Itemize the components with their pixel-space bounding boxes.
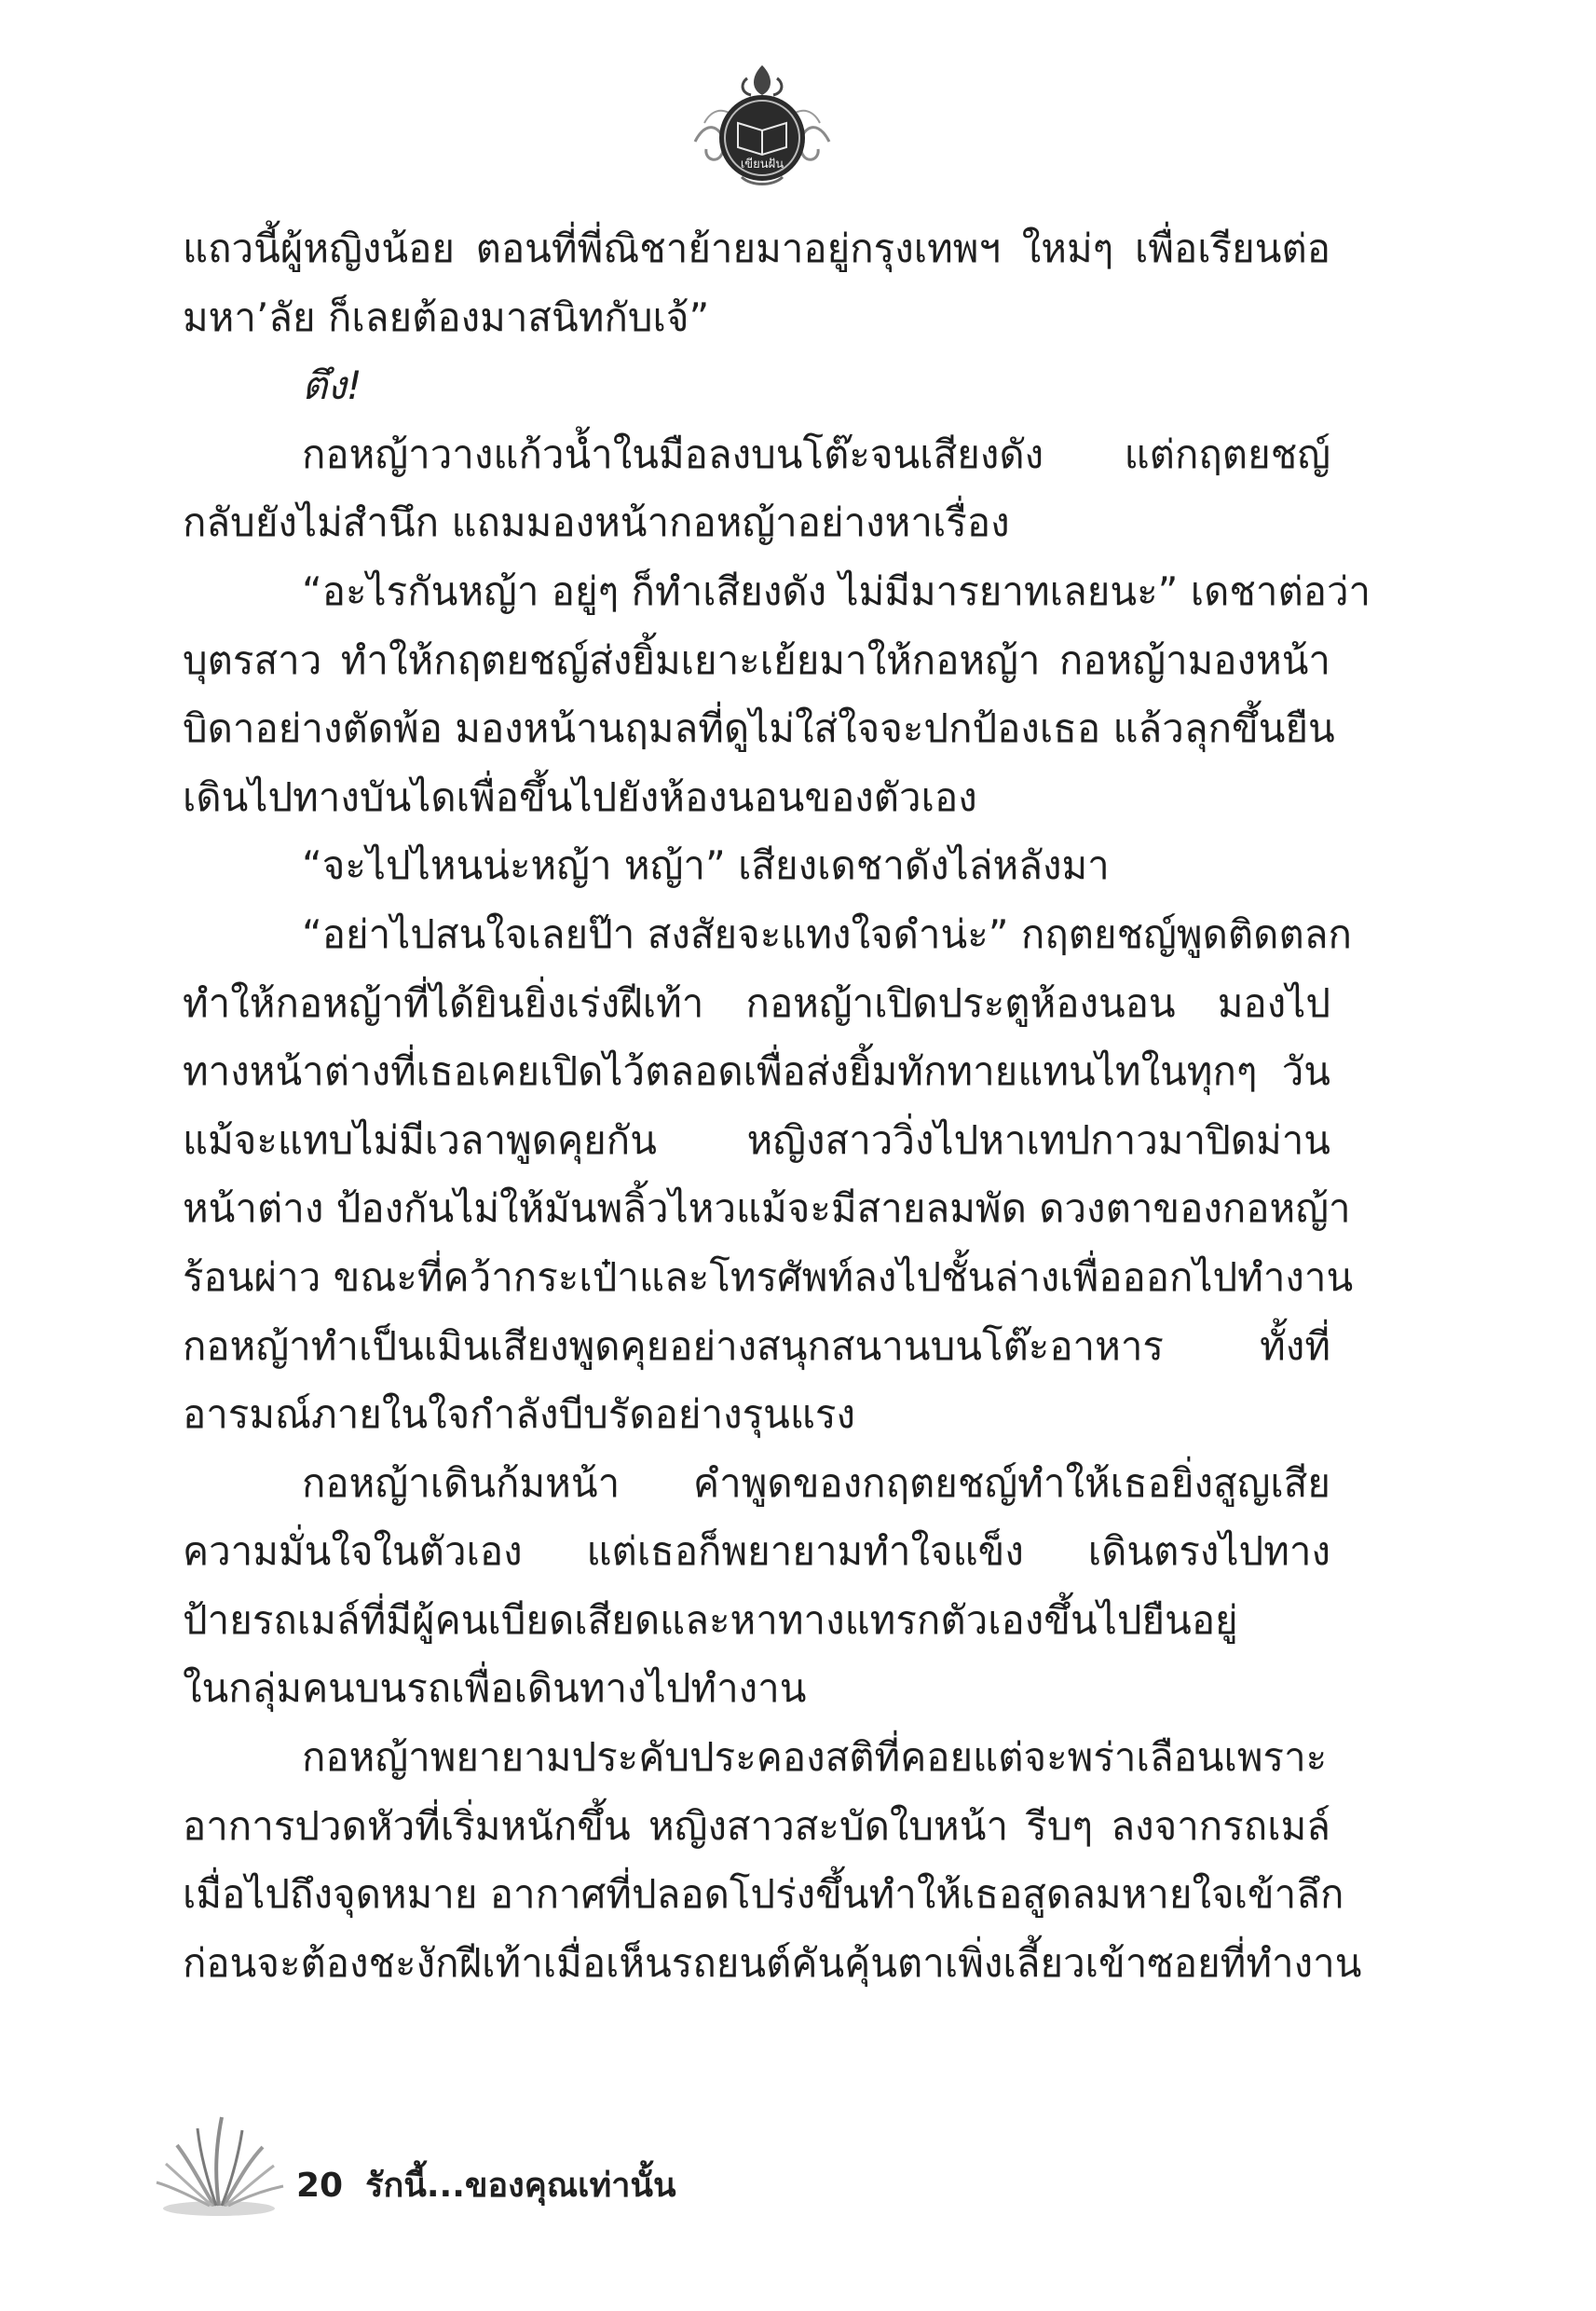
- text-line: แม้จะแทบไม่มีเวลาพูดคุยกัน หญิงสาววิ่งไปหาเทปกาวมาปิดม่าน: [183, 1116, 1330, 1163]
- text-line: ร้อนผ่าว ขณะที่คว้ากระเป๋าและโทรศัพท์ลงไปชั้นล่างเพื่อออกไปทำงาน: [183, 1253, 1354, 1300]
- text-line: กอหญ้าทำเป็นเมินเสียงพูดคุยอย่างสนุกสนานบนโต๊ะอาหาร ทั้งที่: [183, 1322, 1330, 1369]
- text-line: บุตรสาว ทำให้กฤตยชญ์ส่งยิ้มเยาะเย้ยมาให้กอหญ้า กอหญ้ามองหน้า: [183, 636, 1330, 683]
- text-line: หน้าต่าง ป้องกันไม่ให้มันพลิ้วไหวแม้จะมีสายลมพัด ดวงตาของกอหญ้า: [183, 1185, 1351, 1232]
- text-line: อาการปวดหัวที่เริ่มหนักขึ้น หญิงสาวสะบัดใบหน้า รีบๆ ลงจากรถเมล์: [183, 1802, 1330, 1849]
- text-line: แถวนี้ผู้หญิงน้อย ตอนที่พี่ณิชาย้ายมาอยู่กรุงเทพฯ ใหม่ๆ เพื่อเรียนต่อ: [183, 226, 1330, 271]
- grass-tuft-icon: [149, 2108, 289, 2220]
- body-text: [183, 214, 1371, 1997]
- text-line: เมื่อไปถึงจุดหมาย อากาศที่ปลอดโปร่งขึ้นทำให้เธอสูดลมหายใจเข้าลึก: [183, 1871, 1344, 1918]
- text-line: เดินไปทางบันไดเพื่อขึ้นไปยังห้องนอนของตัวเอง: [183, 773, 977, 820]
- book-title: รักนี้...ของคุณเท่านั้น: [365, 2167, 676, 2205]
- text-line: กอหญ้าเดินก้มหน้า คำพูดของกฤตยชญ์ทำให้เธอยิ่งสูญเสีย: [302, 1459, 1330, 1506]
- text-line: ตึง!: [302, 362, 362, 409]
- text-line: ความมั่นใจในตัวเอง แต่เธอก็พยายามทำใจแข็ง เดินตรงไปทาง: [183, 1528, 1330, 1575]
- text-line: “จะไปไหนน่ะหญ้า หญ้า” เสียงเดชาดังไล่หลังมา: [302, 842, 1110, 889]
- text-line: ในกลุ่มคนบนรถเพื่อเดินทางไปทำงาน: [183, 1665, 807, 1712]
- logo-text: เขียนฝัน: [740, 157, 784, 171]
- text-line: ก่อนจะต้องชะงักฝีเท้าเมื่อเห็นรถยนต์คันคุ้นตาเพิ่งเลี้ยวเข้าซอยที่ทำงาน: [183, 1939, 1362, 1986]
- text-line: บิดาอย่างตัดพ้อ มองหน้านฤมลที่ดูไม่ใส่ใจจะปกป้องเธอ แล้วลุกขึ้นยืน: [183, 705, 1335, 752]
- footer-ornament: [149, 2108, 289, 2220]
- text-line: กลับยังไม่สำนึก แถมมองหน้ากอหญ้าอย่างหาเรื่อง: [183, 499, 1010, 546]
- page-number: 20: [296, 2167, 344, 2205]
- header-logo: [686, 58, 839, 188]
- text-line: มหา’ลัย ก็เลยต้องมาสนิทกับเจ้”: [183, 294, 710, 340]
- text-line: กอหญ้าพยายามประคับประคองสติที่คอยแต่จะพร่าเลือนเพราะ: [302, 1734, 1328, 1781]
- text-line: อารมณ์ภายในใจกำลังบีบรัดอย่างรุนแรง: [183, 1391, 855, 1438]
- text-line: “อะไรกันหญ้า อยู่ๆ ก็ทำเสียงดัง ไม่มีมารยาทเลยนะ” เดชาต่อว่า: [302, 567, 1371, 614]
- text-line: ทำให้กอหญ้าที่ได้ยินยิ่งเร่งฝีเท้า กอหญ้าเปิดประตูห้องนอน มองไป: [183, 979, 1330, 1026]
- text-line: กอหญ้าวางแก้วน้ำในมือลงบนโต๊ะจนเสียงดัง แต่กฤตยชญ์: [302, 431, 1330, 477]
- text-line: “อย่าไปสนใจเลยป๊า สงสัยจะแทงใจดำน่ะ” กฤตยชญ์พูดติดตลก: [302, 910, 1352, 957]
- text-line: ทางหน้าต่างที่เธอเคยเปิดไว้ตลอดเพื่อส่งยิ้มทักทายแทนไทในทุกๆ วัน: [183, 1048, 1330, 1095]
- page-footer: [296, 2158, 676, 2211]
- book-emblem-icon: [686, 58, 839, 188]
- text-line: ป้ายรถเมล์ที่มีผู้คนเบียดเสียดและหาทางแทรกตัวเองขึ้นไปยืนอยู่: [183, 1596, 1238, 1643]
